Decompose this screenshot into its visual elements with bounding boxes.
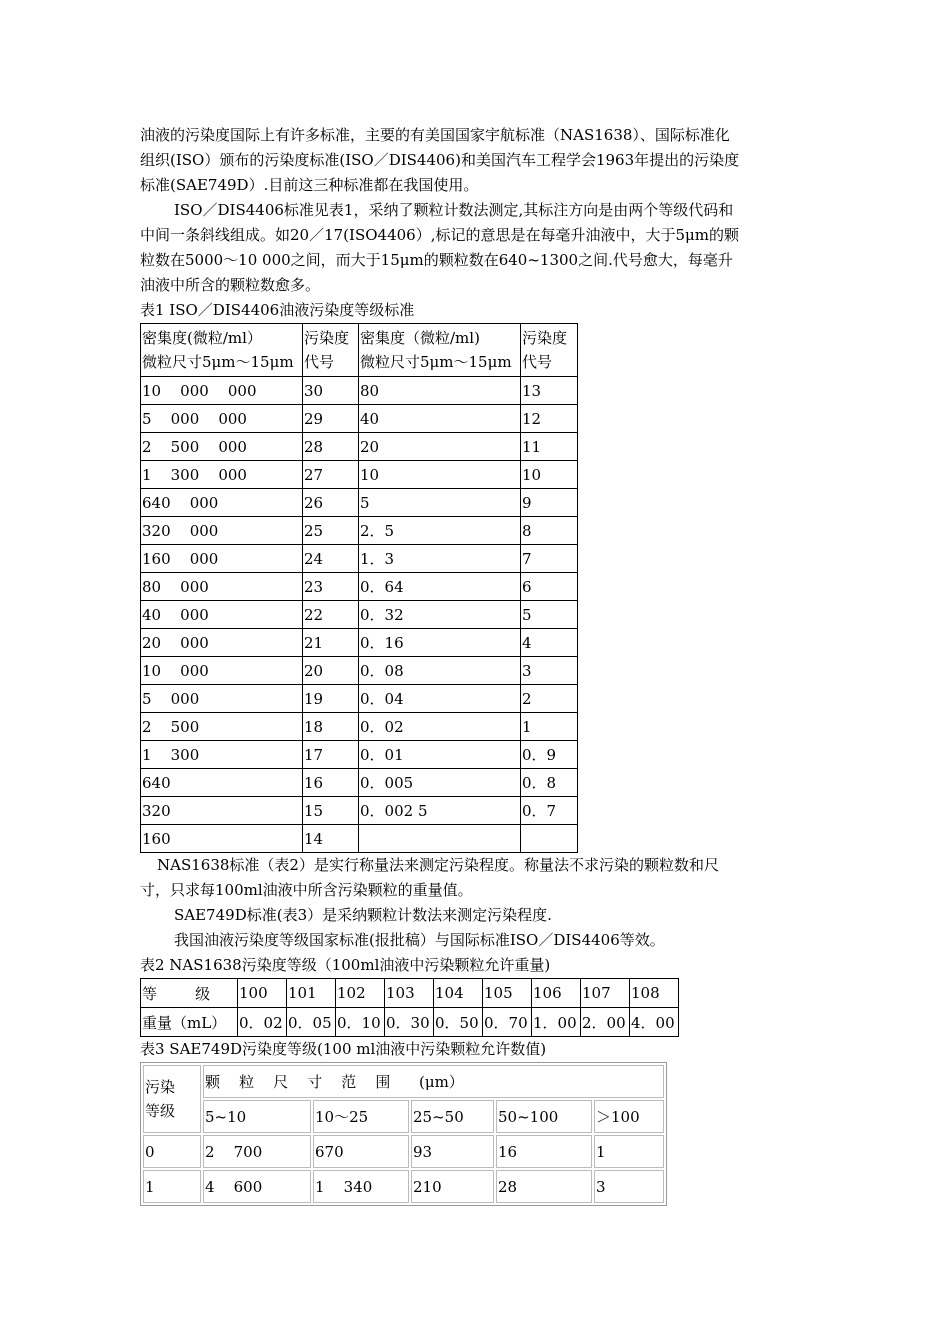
table-cell: 93 xyxy=(411,1135,494,1168)
grade-cell: 108 xyxy=(630,979,679,1008)
grade-cell: 107 xyxy=(581,979,630,1008)
table-row xyxy=(141,433,578,461)
table-cell: 2．5 xyxy=(359,517,521,545)
table-cell: 10 000 000 xyxy=(141,377,303,405)
table-cell: 0．04 xyxy=(359,685,521,713)
table-row xyxy=(141,825,578,853)
size-header-row xyxy=(143,1100,664,1133)
table-cell: 24 xyxy=(303,545,359,573)
table-cell: 20 xyxy=(303,657,359,685)
table-row xyxy=(141,713,578,741)
table-cell: 25 xyxy=(303,517,359,545)
table-row xyxy=(141,601,578,629)
table-cell: 10 000 xyxy=(141,657,303,685)
grade-cell: 101 xyxy=(287,979,336,1008)
grade-cell: 106 xyxy=(532,979,581,1008)
table-cell: 28 xyxy=(496,1170,592,1203)
table-cell: 1 340 xyxy=(313,1170,409,1203)
table-cell: 0．9 xyxy=(521,741,578,769)
table-cell: 160 xyxy=(141,825,303,853)
table-cell: 210 xyxy=(411,1170,494,1203)
table-row xyxy=(141,377,578,405)
table1-caption: 表1 ISO／DIS4406油液污染度等级标准 xyxy=(140,301,415,319)
table-cell: 11 xyxy=(521,433,578,461)
table-cell: 5 xyxy=(359,489,521,517)
table3-sae749d xyxy=(140,1062,667,1206)
table-row xyxy=(141,769,578,797)
row-label: 重量（mL） xyxy=(141,1008,238,1037)
table-cell: 26 xyxy=(303,489,359,517)
table2-caption: 表2 NAS1638污染度等级（100ml油液中污染颗粒允许重量) xyxy=(140,956,551,974)
table-cell: 15 xyxy=(303,797,359,825)
table-cell: 22 xyxy=(303,601,359,629)
header-cell: 密集度(微粒/ml） 微粒尺寸5μm～15μm xyxy=(141,324,303,377)
table-cell: 160 000 xyxy=(141,545,303,573)
weight-cell: 0．30 xyxy=(385,1008,434,1037)
table-row xyxy=(141,517,578,545)
table-cell: 13 xyxy=(521,377,578,405)
table-cell: 5 000 000 xyxy=(141,405,303,433)
table-cell: 8 xyxy=(521,517,578,545)
table-row xyxy=(141,797,578,825)
table-cell xyxy=(521,825,578,853)
table1-iso-dis4406 xyxy=(140,323,578,853)
table-cell: 2 500 xyxy=(141,713,303,741)
weight-cell: 0．10 xyxy=(336,1008,385,1037)
table-cell: 0．32 xyxy=(359,601,521,629)
table-cell: 1．3 xyxy=(359,545,521,573)
weight-cell: 2．00 xyxy=(581,1008,630,1037)
paragraph-intro: 油液的污染度国际上有许多标准，主要的有美国国家宇航标准（NAS1638）、国际标准化组织(ISO）颁布的污染度标准(ISO／DIS4406)和美国汽车工程学会1963年提出的污染度标准(SAE749D）.目前这三种标准都在我国使用。 xyxy=(140,126,740,194)
grade-header: 污染 等级 xyxy=(143,1065,201,1133)
table-cell: 670 xyxy=(313,1135,409,1168)
document-page xyxy=(140,123,740,1206)
paragraph-sae: SAE749D标准(表3）是采纳颗粒计数法来测定污染程度. xyxy=(174,906,552,924)
table-row xyxy=(141,629,578,657)
table-cell: 28 xyxy=(303,433,359,461)
table-row xyxy=(141,489,578,517)
grade-cell: 104 xyxy=(434,979,483,1008)
table-cell: 12 xyxy=(521,405,578,433)
table-cell: 0．002 5 xyxy=(359,797,521,825)
table-cell xyxy=(359,825,521,853)
table-cell: 10 xyxy=(359,461,521,489)
table-cell: 40 xyxy=(359,405,521,433)
weight-cell: 0．70 xyxy=(483,1008,532,1037)
table-cell: 320 xyxy=(141,797,303,825)
size-header-cell: 10～25 xyxy=(313,1100,409,1133)
table-row xyxy=(141,573,578,601)
table-cell: 640 000 xyxy=(141,489,303,517)
table-cell: 10 xyxy=(521,461,578,489)
table-cell: 1 300 000 xyxy=(141,461,303,489)
table-cell: 2 700 xyxy=(203,1135,311,1168)
table-cell: 17 xyxy=(303,741,359,769)
table-cell: 0．7 xyxy=(521,797,578,825)
table-cell: 7 xyxy=(521,545,578,573)
table-cell: 0．005 xyxy=(359,769,521,797)
table-cell: 21 xyxy=(303,629,359,657)
table-cell: 16 xyxy=(496,1135,592,1168)
grade-cell: 105 xyxy=(483,979,532,1008)
table-cell: 1 300 xyxy=(141,741,303,769)
size-header-cell: ＞100 xyxy=(594,1100,664,1133)
table-header-row xyxy=(143,1065,664,1098)
paragraph-national: 我国油液污染度等级国家标准(报批稿）与国际标准ISO／DIS4406等效。 xyxy=(174,931,665,949)
range-header: 颗 粒 尺 寸 范 围 (μm） xyxy=(203,1065,664,1098)
size-header-cell: 25~50 xyxy=(411,1100,494,1133)
grade-cell: 103 xyxy=(385,979,434,1008)
table-cell: 19 xyxy=(303,685,359,713)
header-cell: 污染度 代号 xyxy=(303,324,359,377)
weight-cell: 4．00 xyxy=(630,1008,679,1037)
table-cell: 27 xyxy=(303,461,359,489)
size-header-cell: 50~100 xyxy=(496,1100,592,1133)
table-row xyxy=(141,685,578,713)
grade-cell: 102 xyxy=(336,979,385,1008)
table-cell: 9 xyxy=(521,489,578,517)
table-header-row xyxy=(141,324,578,377)
table-cell: 0．8 xyxy=(521,769,578,797)
table-cell: 80 xyxy=(359,377,521,405)
table-cell: 2 500 000 xyxy=(141,433,303,461)
table-row xyxy=(141,405,578,433)
table-cell: 3 xyxy=(521,657,578,685)
table-cell: 80 000 xyxy=(141,573,303,601)
table-cell: 23 xyxy=(303,573,359,601)
table2-nas1638 xyxy=(140,978,679,1037)
table-cell: 5 000 xyxy=(141,685,303,713)
table-cell: 20 xyxy=(359,433,521,461)
table-cell: 2 xyxy=(521,685,578,713)
table-cell: 0．01 xyxy=(359,741,521,769)
table-cell: 640 xyxy=(141,769,303,797)
weight-cell: 0．02 xyxy=(238,1008,287,1037)
table-row xyxy=(143,1135,664,1168)
header-cell: 污染度 代号 xyxy=(521,324,578,377)
table-cell: 4 600 xyxy=(203,1170,311,1203)
row-label: 等 级 xyxy=(141,979,238,1008)
table-cell: 4 xyxy=(521,629,578,657)
table-row xyxy=(141,657,578,685)
table-row xyxy=(141,979,679,1008)
table-cell: 18 xyxy=(303,713,359,741)
table-cell: 14 xyxy=(303,825,359,853)
table-cell: 0．08 xyxy=(359,657,521,685)
table-row xyxy=(141,1008,679,1037)
grade-cell: 100 xyxy=(238,979,287,1008)
table-cell: 1 xyxy=(594,1135,664,1168)
table-cell: 40 000 xyxy=(141,601,303,629)
table-cell: 3 xyxy=(594,1170,664,1203)
table-cell: 5 xyxy=(521,601,578,629)
weight-cell: 1．00 xyxy=(532,1008,581,1037)
weight-cell: 0．05 xyxy=(287,1008,336,1037)
table-cell: 29 xyxy=(303,405,359,433)
table-cell: 30 xyxy=(303,377,359,405)
table-cell: 1 xyxy=(521,713,578,741)
table-cell: 320 000 xyxy=(141,517,303,545)
table-cell: 0．16 xyxy=(359,629,521,657)
table-cell: 0 xyxy=(143,1135,201,1168)
table-row xyxy=(141,741,578,769)
size-header-cell: 5~10 xyxy=(203,1100,311,1133)
table3-caption: 表3 SAE749D污染度等级(100 ml油液中污染颗粒允许数值) xyxy=(140,1040,547,1058)
table-row xyxy=(143,1170,664,1203)
weight-cell: 0．50 xyxy=(434,1008,483,1037)
table-cell: 0．64 xyxy=(359,573,521,601)
paragraph-nas: NAS1638标准（表2）是实行称量法来测定污染程度。称量法不求污染的颗粒数和尺寸，只求每100ml油液中所含污染颗粒的重量值。 xyxy=(140,856,719,899)
header-cell: 密集度（微粒/ml) 微粒尺寸5μm～15μm xyxy=(359,324,521,377)
table-cell: 6 xyxy=(521,573,578,601)
table-row xyxy=(141,545,578,573)
table-row xyxy=(141,461,578,489)
table-cell: 0．02 xyxy=(359,713,521,741)
paragraph-iso: ISO／DIS4406标准见表1，采纳了颗粒计数法测定,其标注方向是由两个等级代码和中间一条斜线组成。如20／17(ISO4406）,标记的意思是在每毫升油液中，大于5μm的颗粒数在5000～10 000之间，而大于15μm的颗粒数在640~1300之间.代号愈大，每毫升油液中所含的颗粒数愈多。 xyxy=(140,201,739,294)
table-cell: 16 xyxy=(303,769,359,797)
table-cell: 1 xyxy=(143,1170,201,1203)
table-cell: 20 000 xyxy=(141,629,303,657)
